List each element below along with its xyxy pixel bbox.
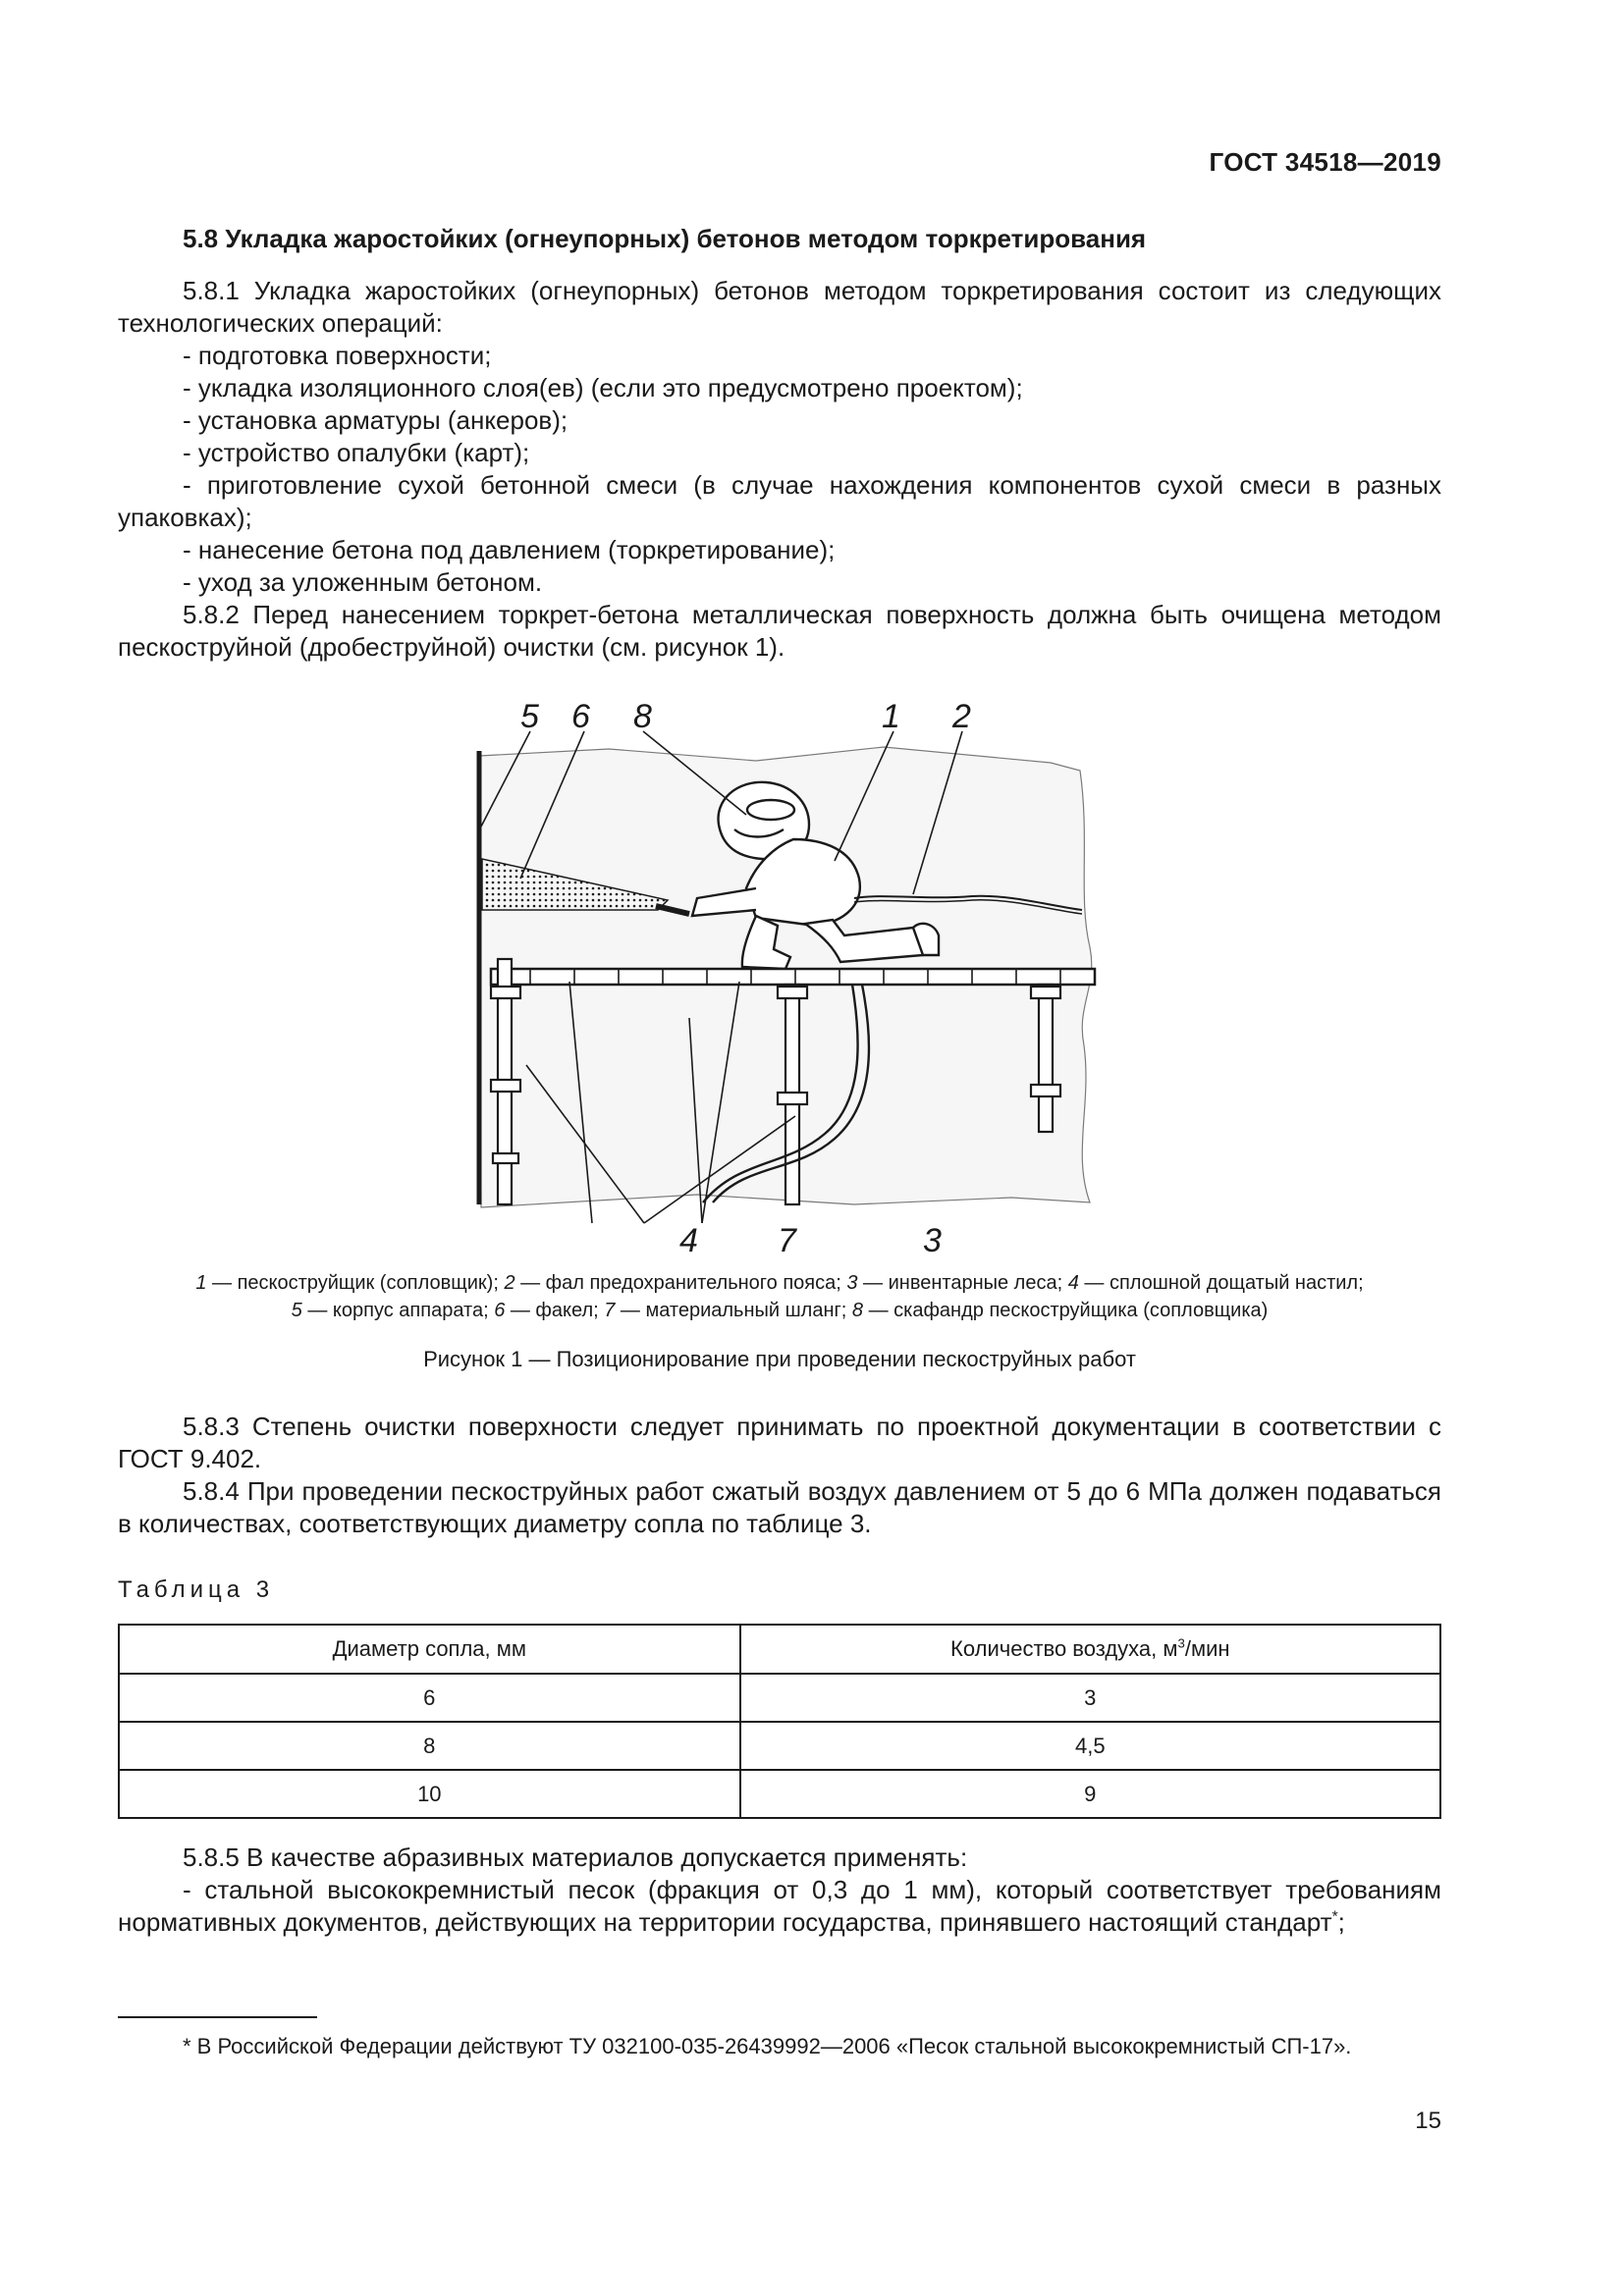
list-item: - подготовка поверхности; [183, 341, 492, 370]
clause-5-8-5-text: 5.8.5 В качестве абразивных материалов допускается применять: [183, 1842, 968, 1872]
clause-5-8-1 [118, 275, 1441, 664]
cell-air: 3 [740, 1674, 1440, 1722]
clause-5-8-5 [118, 1842, 1441, 1939]
table-row [119, 1674, 1440, 1722]
clause-5-8-1-text: 5.8.1 Укладка жаростойких (огнеупорных) бетонов методом торкретирования состоит из следующих технологических операций: [118, 276, 1441, 338]
column-header-diameter: Диаметр сопла, мм [119, 1625, 740, 1674]
cell-diameter: 8 [119, 1722, 740, 1770]
list-item: - нанесение бетона под давлением (торкретирование); [183, 535, 836, 564]
cell-air: 4,5 [740, 1722, 1440, 1770]
table-label: Таблица 3 [118, 1576, 275, 1603]
figure-1 [461, 692, 1149, 1261]
nozzle-air-table [118, 1624, 1441, 1819]
list-item: - приготовление сухой бетонной смеси (в случае нахождения компонентов сухой смеси в разных упаковках); [118, 470, 1441, 532]
table-header-row [119, 1625, 1440, 1674]
section-number: 5.8 [183, 224, 219, 253]
legend-line-2: 5 — корпус аппарата; 6 — факел; 7 — материальный шланг; 8 — скафандр пескоструйщика (сопловщика) [291, 1300, 1269, 1321]
cell-diameter: 10 [119, 1770, 740, 1818]
callout-4: 4 [679, 1222, 698, 1259]
table-row [119, 1722, 1440, 1770]
cell-diameter: 6 [119, 1674, 740, 1722]
clause-5-8-4-text: 5.8.4 При проведении пескоструйных работ сжатый воздух давлением от 5 до 6 МПа должен подаваться в количествах, соответствующих диаметру сопла по таблице 3. [118, 1476, 1441, 1538]
clause-5-8-2-text: 5.8.2 Перед нанесением торкрет-бетона металлическая поверхность должна быть очищена методом пескоструйной (дробеструйной) очистки (см. рисунок 1). [118, 600, 1441, 662]
clauses-5-8-3-4 [118, 1411, 1441, 1540]
callout-8: 8 [633, 698, 652, 735]
scaffold-deck [491, 969, 1095, 985]
page-number: 15 [1415, 2108, 1441, 2134]
list-item: - уход за уложенным бетоном. [183, 567, 543, 597]
table-row [119, 1770, 1440, 1818]
callout-3: 3 [923, 1222, 942, 1259]
document-code: ГОСТ 34518—2019 [1209, 147, 1441, 177]
callout-2: 2 [952, 698, 971, 735]
sandblasting-illustration [461, 692, 1149, 1261]
figure-caption: Рисунок 1 — Позиционирование при проведении пескоструйных работ [423, 1347, 1136, 1371]
list-item: - установка арматуры (анкеров); [183, 405, 568, 435]
section-title: Укладка жаростойких (огнеупорных) бетонов методом торкретирования [225, 224, 1147, 253]
footnote-mark: * [1331, 1908, 1338, 1926]
clause-5-8-3-text: 5.8.3 Степень очистки поверхности следует принимать по проектной документации в соответствии с ГОСТ 9.402. [118, 1412, 1441, 1473]
column-header-air: Количество воздуха, $м^3$/мин [740, 1625, 1440, 1674]
list-item: - укладка изоляционного слоя(ев) (если это предусмотрено проектом); [183, 373, 1023, 402]
cell-air: 9 [740, 1770, 1440, 1818]
list-item: - стальной высококремнистый песок (фракция от 0,3 до 1 мм), который соответствует требованиям нормативных документов, действующих на территории государства, принявшего настоящий стандарт*; [118, 1875, 1441, 1937]
section-heading [183, 224, 1441, 254]
callout-7: 7 [778, 1222, 796, 1259]
footnote-divider [118, 2016, 317, 2018]
figure-legend [118, 1269, 1441, 1324]
callout-6: 6 [571, 698, 590, 735]
footnote: * В Российской Федерации действуют ТУ 032100-035-26439992—2006 «Песок стальной высококремнистый СП-17». [183, 2034, 1352, 2058]
legend-line-1: 1 — пескоструйщик (сопловщик); 2 — фал предохранительного пояса; 3 — инвентарные леса; 4 — сплошной дощатый настил; [195, 1272, 1364, 1294]
callout-1: 1 [882, 698, 900, 735]
callout-5: 5 [520, 698, 539, 735]
list-item: - устройство опалубки (карт); [183, 438, 530, 467]
